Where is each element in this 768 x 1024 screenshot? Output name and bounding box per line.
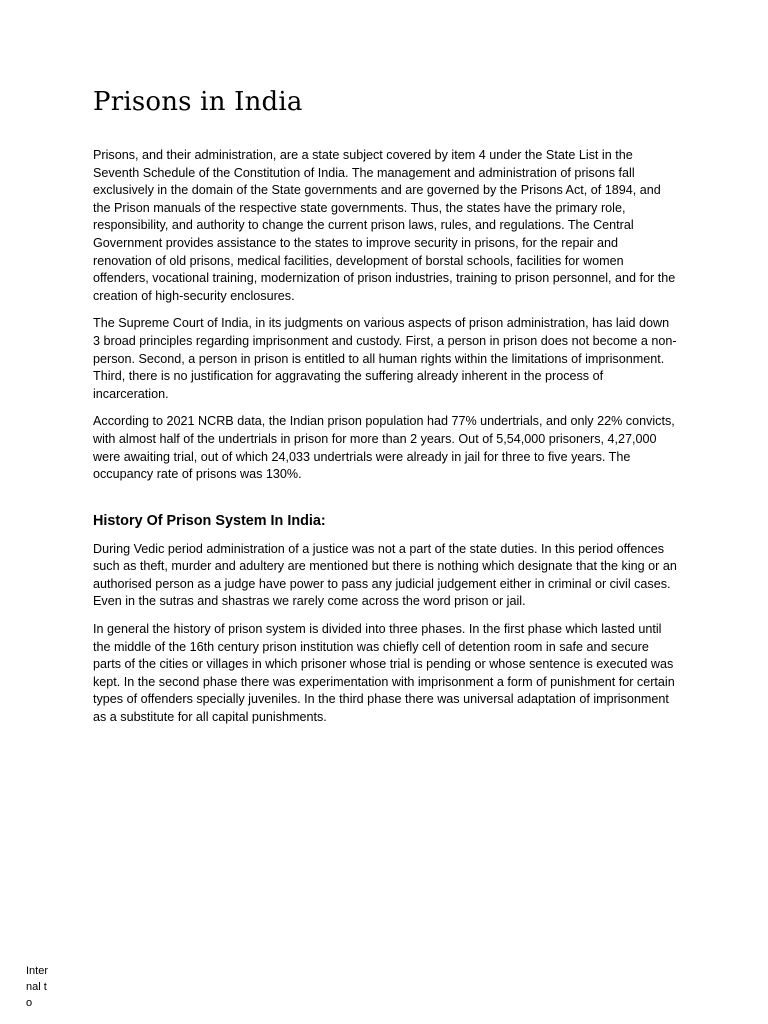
intro-paragraph-1: Prisons, and their administration, are a state subject covered by item 4 under the State List in the Seventh Schedule of the Constitution of India. The management and administration of prisons fall exclusively in the domain of the State governments and are governed by the Prisons Act, of 1894, and the Prison manuals of the respective state governments. Thus, the states have the primary role, responsibility, and authority to change the current prison laws, rules, and regulations. The Central Government provides assistance to the states to improve security in prisons, for the repair and renovation of old prisons, medical facilities, development of borstal schools, facilities for women offenders, vocational training, modernization of prison industries, training to prison personnel, and for the creation of high-security enclosures. (93, 148, 676, 303)
history-paragraph-2: In general the history of prison system is divided into three phases. In the first phase which lasted until the middle of the 16th century prison institution was chiefly cell of detention room in safe and secure parts of the cities or villages in which prisoner whose trial is pending or whose sentence is executed was kept. In the second phase there was experimentation with imprisonment a form of punishment for certain types of offenders specially juveniles. In the third phase there was universal adaptation of imprisonment as a substitute for all capital punishments. (93, 622, 675, 725)
section-heading: History Of Prison System In India: (93, 512, 326, 529)
classification-label: Internal to (26, 965, 49, 1009)
document-title: Prisons in India (93, 87, 303, 117)
history-paragraph-1: During Vedic period administration of a justice was not a part of the state duties. In this period offences such as theft, murder and adultery are mentioned but there is nothing which designate that the king or an authorised person as a judge have power to pass any judicial judgement either in criminal or civil cases. Even in the sutras and shastras we rarely come across the word prison or jail. (93, 541, 677, 609)
intro-paragraph-3: According to 2021 NCRB data, the Indian prison population had 77% undertrials, and only 22% convicts, with almost half of the undertrials in prison for more than 2 years. Out of 5,54,000 prisoners, 4,27,000 were awaiting trial, out of which 24,033 undertrials were already in jail for three to five years. The occupancy rate of prisons was 130%. (93, 414, 675, 482)
document-body (93, 84, 677, 737)
intro-paragraph-2: The Supreme Court of India, in its judgments on various aspects of prison administration, has laid down 3 broad principles regarding imprisonment and custody. First, a person in prison does not become a non-person. Second, a person in prison is entitled to all human rights within the limitations of imprisonment. Third, there is no justification for aggravating the suffering already inherent in the process of incarceration. (93, 316, 677, 401)
